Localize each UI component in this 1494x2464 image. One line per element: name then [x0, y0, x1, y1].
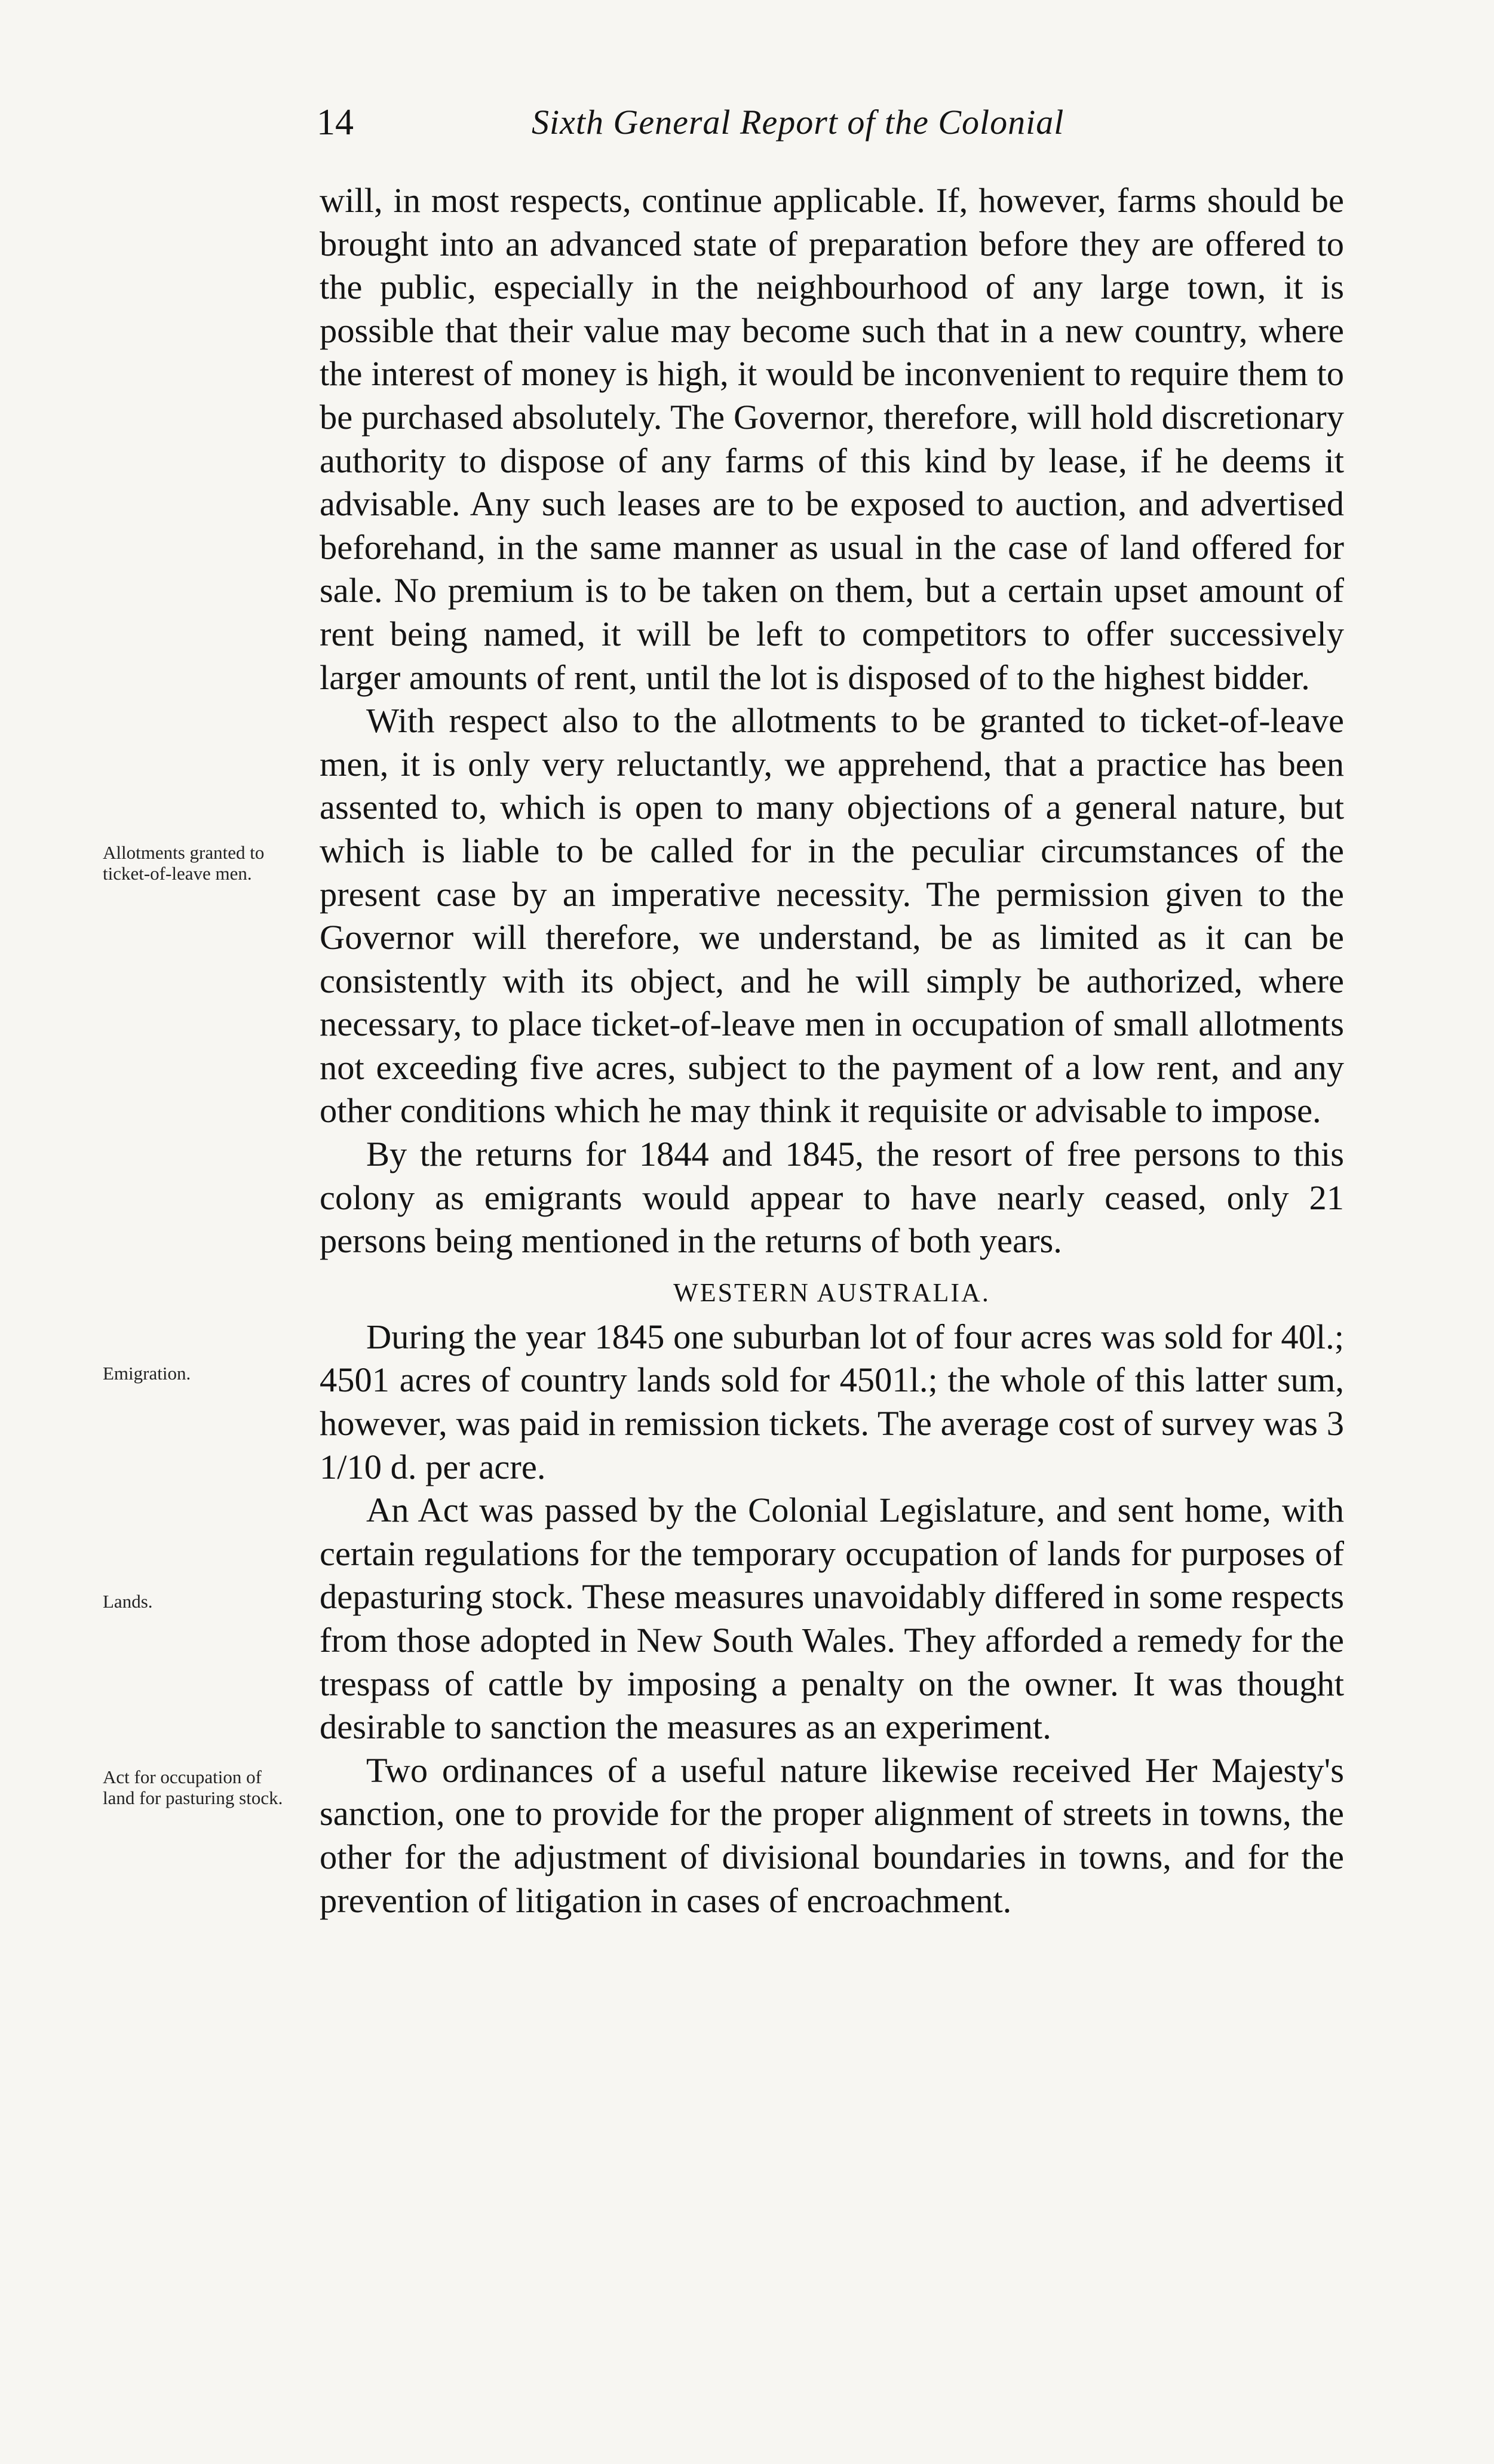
section-heading-western-australia: WESTERN AUSTRALIA.	[673, 1277, 990, 1307]
paragraph-farms-lease: will, in most respects, continue applicable. If, however, farms should be brought into an advanced state of preparation before they are offered to the public, especially in the neighbourhood of any large town, it is possible that their value may become such that in a new country, where the interest of money is high, it would be inconvenient to require them to be purchased absolutely. The Governor, therefore, will hold discretionary authority to dispose of any farms of this kind by lease, if he deems it advisable. Any such leases are to be exposed to auction, and advertised beforehand, in the same manner as usual in the case of land offered for sale. No premium is to be taken on them, but a certain upset amount of rent being named, it will be left to competitors to offer successively larger amounts of rent, until the lot is disposed of to the highest bidder.	[320, 181, 1344, 697]
margin-note-act-occupation: Act for occupation of land for pasturing stock.	[103, 1766, 283, 1808]
paragraph-lands: During the year 1845 one suburban lot of four acres was sold for 40l.; 4501 acres of country lands sold for 4501l.; the whole of this latter sum, however, was paid in remission tickets. The average cost of survey was 3 1/10 d. per acre.	[320, 1317, 1344, 1486]
paragraph-act-occupation: An Act was passed by the Colonial Legislature, and sent home, with certain regulations for the temporary occupation of lands for purposes of depasturing stock. These measures unavoidably differed in some respects from those adopted in New South Wales. They afforded a remedy for the trespass of cattle by imposing a penalty on the owner. It was thought desirable to sanction the measures as an experiment.	[320, 1491, 1344, 1747]
margin-note-emigration: Emigration.	[103, 1363, 191, 1384]
page-header	[317, 99, 1344, 146]
paragraph-ticket-of-leave: With respect also to the allotments to be granted to ticket-of-leave men, it is only very reluctantly, we apprehend, that a practice has been assented to, which is open to many objections of a general nature, but which is liable to be called for in the peculiar circumstances of the present case by an imperative necessity. The permission given to the Governor will therefore, we understand, be as limited as it can be consistently with its object, and he will simply be authorized, where necessary, to place ticket-of-leave men in occupation of small allotments not exceeding five acres, subject to the payment of a low rent, and any other conditions which he may think it requisite or advisable to impose.	[320, 701, 1344, 1130]
running-title: Sixth General Report of the Colonial	[532, 103, 1064, 142]
paragraph-ordinances: Two ordinances of a useful nature likewise received Her Majesty's sanction, one to provide for the proper alignment of streets in towns, the other for the adjustment of divisional boundaries in towns, and for the prevention of litigation in cases of encroachment.	[320, 1750, 1344, 1920]
body-text	[320, 179, 1344, 1922]
margin-note-allotments: Allotments granted to ticket-of-leave men.	[103, 842, 265, 884]
page-number: 14	[317, 102, 354, 143]
paragraph-emigration: By the returns for 1844 and 1845, the resort of free persons to this colony as emigrants would appear to have nearly ceased, only 21 persons being mentioned in the returns of both years.	[320, 1135, 1344, 1261]
margin-note-lands: Lands.	[103, 1591, 153, 1612]
